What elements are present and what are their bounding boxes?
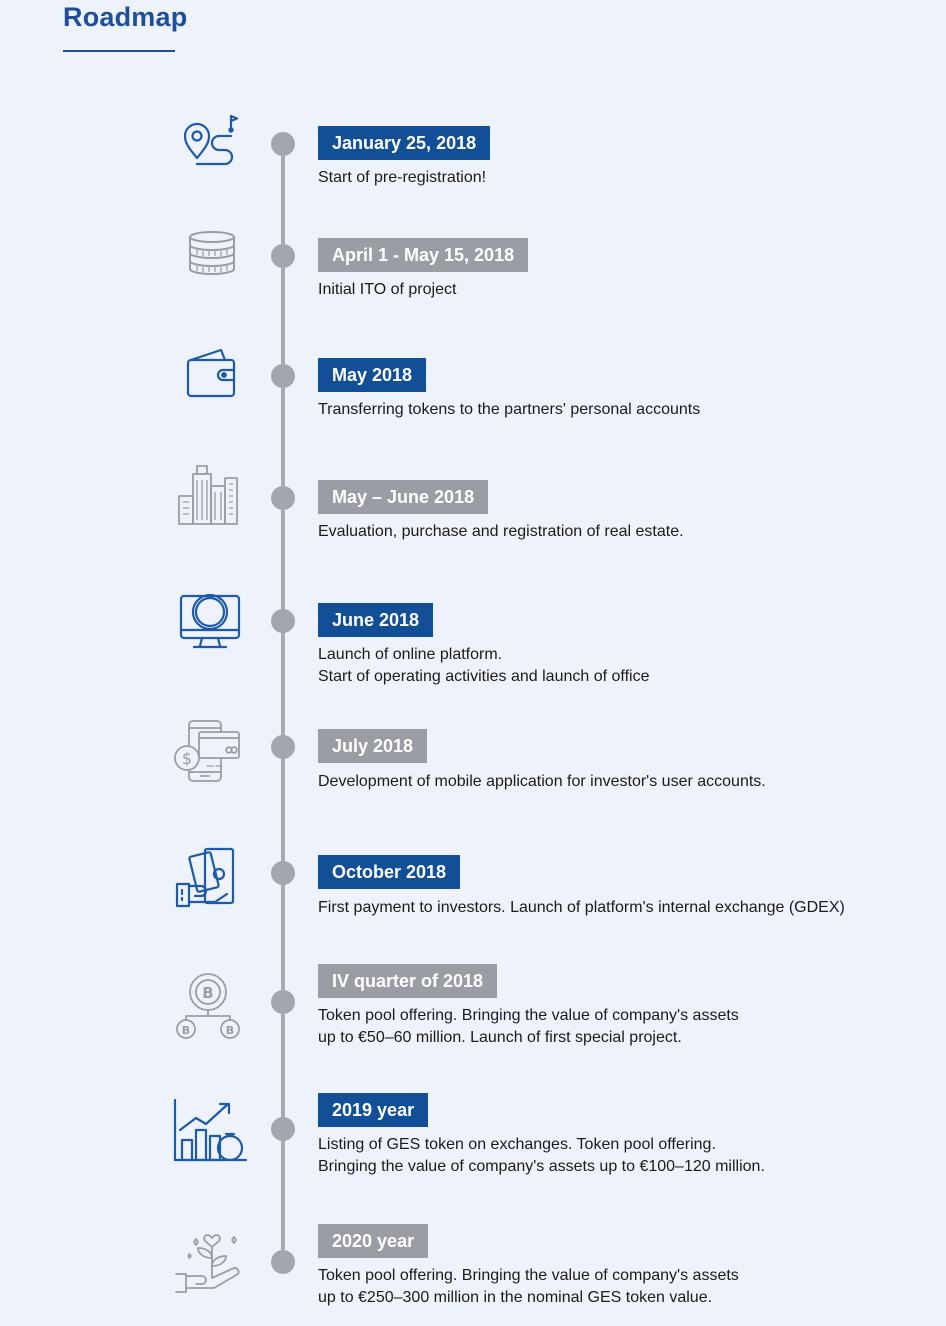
description-line: Listing of GES token on exchanges. Token pool offering. [318, 1136, 716, 1153]
milestone-description [318, 771, 766, 793]
growth-chart-icon [172, 1098, 248, 1164]
page-title: Roadmap [63, 2, 188, 32]
milestone-description [318, 897, 845, 919]
milestone-description [318, 279, 456, 301]
description-line: Bringing the value of company's assets up to €100–120 million. [318, 1158, 765, 1175]
milestone-description [318, 644, 649, 688]
milestone-description [318, 399, 700, 421]
description-line: Transferring tokens to the partners' personal accounts [318, 401, 701, 418]
growing-plant-icon [174, 1228, 244, 1296]
svg-text:$: $ [181, 749, 193, 768]
milestone-date-badge: June 2018 [318, 603, 433, 637]
milestone-date-badge: January 25, 2018 [318, 126, 490, 160]
milestone-description [318, 167, 486, 189]
timeline-dot [271, 609, 295, 633]
description-line: up to €250–300 million in the nominal GES token value. [318, 1289, 713, 1306]
cash-hand-icon [175, 846, 237, 908]
monitor-icon [178, 590, 242, 652]
description-line: up to €50–60 million. Launch of first special project. [318, 1029, 682, 1046]
timeline-dot [271, 1117, 295, 1141]
svg-text:B: B [202, 984, 214, 1002]
timeline-dot [271, 1250, 295, 1274]
city-buildings-icon [177, 464, 241, 526]
description-line: First payment to investors. Launch of platform's internal exchange (GDEX) [318, 899, 845, 916]
timeline-dot [271, 486, 295, 510]
timeline-dot [271, 364, 295, 388]
description-line: Start of pre-registration! [318, 169, 487, 186]
milestone-date-badge: October 2018 [318, 855, 460, 889]
milestone-description [318, 521, 684, 543]
milestone-date-badge: April 1 - May 15, 2018 [318, 238, 528, 272]
title-underline [63, 50, 175, 52]
route-pin-icon [181, 108, 243, 172]
description-line: Token pool offering. Bringing the value of company's assets [318, 1007, 739, 1024]
coin-stack-icon [185, 230, 239, 280]
description-line: Initial ITO of project [318, 281, 457, 298]
timeline-line [281, 142, 285, 1264]
milestone-description [318, 1005, 739, 1049]
description-line: Token pool offering. Bringing the value of company's assets [318, 1267, 739, 1284]
timeline-dot [271, 990, 295, 1014]
description-line: Start of operating activities and launch of office [318, 668, 650, 685]
milestone-date-badge: May 2018 [318, 358, 426, 392]
milestone-date-badge: 2020 year [318, 1224, 428, 1258]
svg-text:B: B [225, 1024, 235, 1037]
description-line: Development of mobile application for investor's user accounts. [318, 773, 766, 790]
timeline-dot [271, 132, 295, 156]
milestone-description [318, 1134, 765, 1178]
bitcoin-network-icon [172, 972, 244, 1042]
milestone-date-badge: May – June 2018 [318, 480, 488, 514]
milestone-date-badge: July 2018 [318, 729, 427, 763]
mobile-payment-icon [173, 718, 241, 784]
timeline-dot [271, 244, 295, 268]
milestone-date-badge: 2019 year [318, 1093, 428, 1127]
timeline-dot [271, 861, 295, 885]
wallet-icon [185, 346, 239, 400]
svg-text:B: B [181, 1024, 191, 1037]
description-line: Evaluation, purchase and registration of real estate. [318, 523, 684, 540]
timeline-dot [271, 735, 295, 759]
milestone-date-badge: IV quarter of 2018 [318, 964, 497, 998]
milestone-description [318, 1265, 739, 1309]
description-line: Launch of online platform. [318, 646, 503, 663]
